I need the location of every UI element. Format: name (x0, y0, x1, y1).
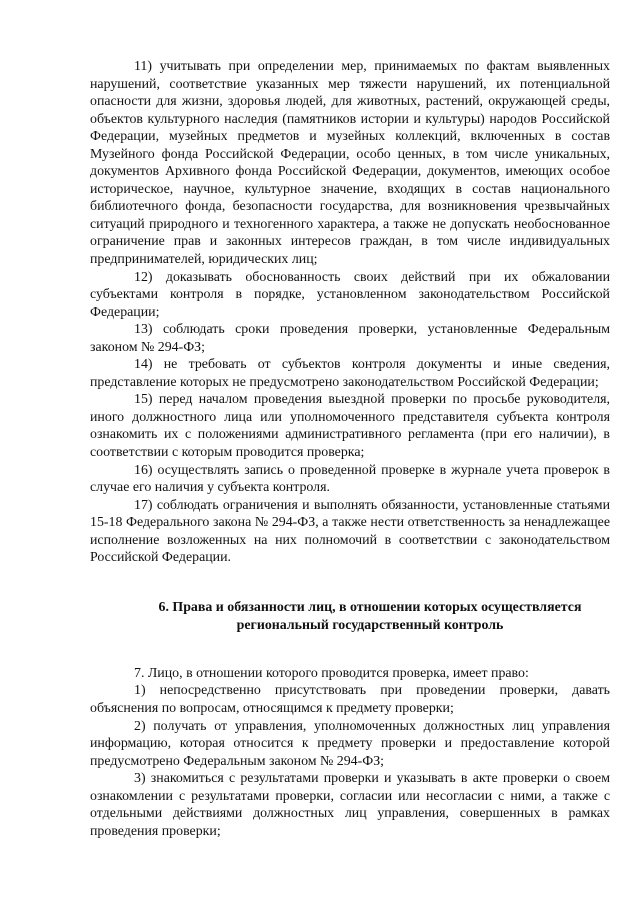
paragraph-item-14: 14) не требовать от субъектов контроля документы и иные сведения, представление которых не предусмотрено законодательством Российской Федерации; (90, 357, 610, 390)
paragraph-right-2: 2) получать от управления, уполномоченных должностных лиц управления информацию, которая относится к предмету проверки и предоставление которой предусмотрено Федеральным законом № 294-ФЗ; (90, 718, 610, 769)
paragraph-item-17: 17) соблюдать ограничения и выполнять обязанности, установленные статьями 15-18 Федерального закона № 294-ФЗ, а также нести ответственность за ненадлежащее исполнение возложенных на них полномочий в соответствии с законодательством Российской Федерации. (90, 497, 610, 566)
paragraph-item-11: 11) учитывать при определении мер, принимаемых по фактам выявленных нарушений, соответствие указанных мер тяжести нарушений, их потенциальной опасности для жизни, здоровья людей, для животных, растений, окружающей среды, объектов культурного наследия (памятников истории и культуры) народов Российской Федерации, музейных предметов и музейных коллекций, включенных в состав Музейного фонда Российской Федерации, особо ценных, в том числе уникальных, документов Архивного фонда Российской Федерации, документов, имеющих особое историческое, научное, культурное значение, входящих в состав национального библиотечного фонда, безопасности государства, для возникновения чрезвычайных ситуаций природного и техногенного характера, а также не допускать необоснованное ограничение прав и законных интересов граждан, в том числе индивидуальных предпринимателей, юридических лиц; (90, 59, 610, 268)
section-heading: 6. Права и обязанности лиц, в отношении которых осуществляется региональный государственный контроль (158, 599, 582, 633)
paragraph-item-13: 13) соблюдать сроки проведения проверки, установленные Федеральным законом № 294-ФЗ; (90, 322, 610, 355)
paragraph-item-16: 16) осуществлять запись о проведенной проверке в журнале учета проверок в случае его наличия у субъекта контроля. (90, 462, 610, 496)
paragraph-item-12: 12) доказывать обоснованность своих действий при их обжаловании субъектами контроля в порядке, установленном законодательством Российской Федерации; (90, 269, 610, 320)
paragraph-rights-intro: 7. Лицо, в отношении которого проводится проверка, имеет право: (134, 665, 529, 681)
paragraph-right-1: 1) непосредственно присутствовать при проведении проверки, давать объяснения по вопросам, относящимся к предмету проверки; (90, 683, 610, 716)
paragraph-item-15: 15) перед началом проведения выездной проверки по просьбе руководителя, иного должностного лица или уполномоченного представителя субъекта контроля ознакомить их с положениями административного регламента (при его наличии), в соответствии с которым проводится проверка; (90, 392, 610, 461)
paragraph-right-3: 3) знакомиться с результатами проверки и указывать в акте проверки о своем ознакомлении с результатами проверки, согласии или несогласии с ними, а также с отдельными действиями должностных лиц управления, совершенных в рамках проведения проверки; (90, 771, 610, 839)
section-spacer (90, 635, 610, 665)
